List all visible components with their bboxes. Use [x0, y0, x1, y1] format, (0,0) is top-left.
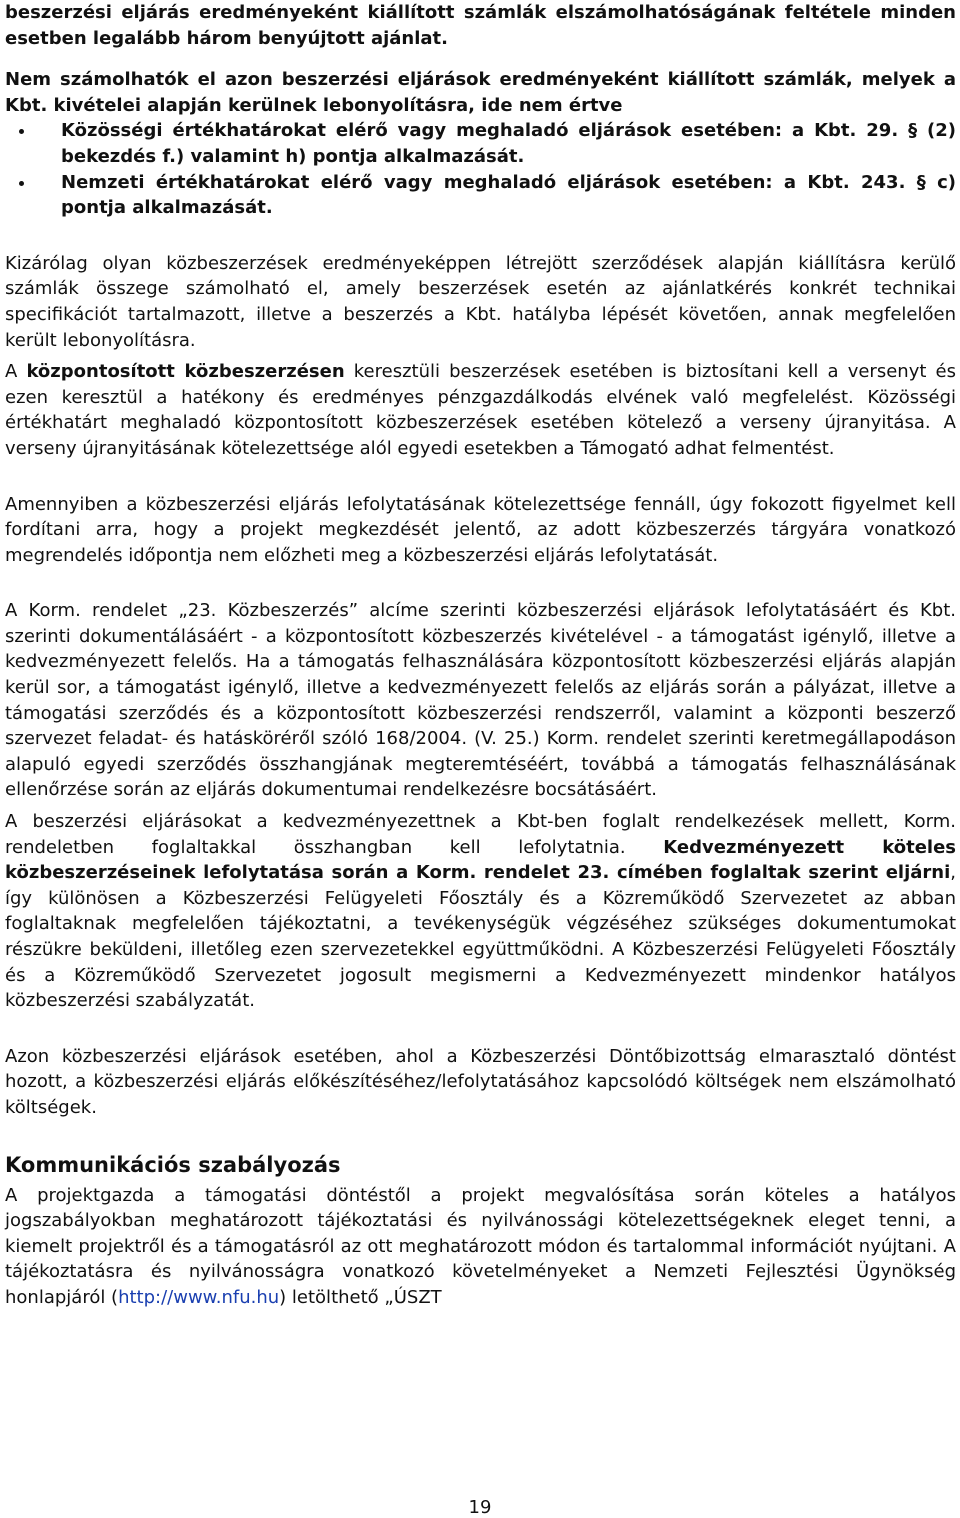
page-number: 19	[468, 1497, 492, 1518]
paragraph-korm-rendelet: A Korm. rendelet „23. Közbeszerzés” alcíme szerinti közbeszerzési eljárások lefolytatásáért és Kbt. szerinti dokumentálásáért - a központosított közbeszerzés kivételével - a támogatást igénylő, illetve a kedvezményezett felelős. Ha a támogatás felhasználására központosított közbeszerzési eljárás alapján kerül sor, a támogatást igénylő, illetve a kedvezményezett felelős az eljárás során a pályázat, illetve a támogatási szerződés és a központosított közbeszerzési rendszerről, valamint a központi beszerző szervezet feladat- és hatásköréről szóló 168/2004. (V. 25.) Korm. rendelet szerinti keretmegállapodáson alapuló egyedi szerződés összhangjának megteremtéséért, továbbá a támogatás felhasználásának ellenőrzése során az eljárás dokumentumai rendelkezésre bocsátásáért.	[5, 600, 956, 801]
paragraph-procurement-condition: beszerzési eljárás eredményeként kiállított számlák elszámolhatóságának feltétele minden esetben legalább három benyújtott ajánlat.	[5, 2, 956, 49]
paragraph-beneficiary-obligations: A beszerzési eljárásokat a kedvezményezettnek a Kbt-ben foglalt rendelkezések mellett, Korm. rendeletben foglaltakkal összhangban kell lefolytatnia. Kedvezményezett köteles közbeszerzéseinek lefolytatása során a Korm. rendelet 23. címében foglaltak szerint eljárni, így különösen a Közbeszerzési Felügyeleti Főosztály és a Közreműködő Szervezetet az abban foglaltaknak megfelelően tájékoztatni, a tevékenységük végzéséhez szükséges dokumentumokat részükre beküldeni, illetőleg ezen szervezetekkel együttműködni. A Közbeszerzési Felügyeleti Főosztály és a Közreműködő Szervezetet jogosult megismerni a Kedvezményezett mindenkor hatályos közbeszerzési szabályzatát.	[5, 811, 956, 1012]
paragraph-centralized-procurement: A központosított közbeszerzésen keresztüli beszerzések esetében is biztosítani kell a versenyt és ezen keresztül a hatékony és eredményes pénzgazdálkodás elvének való megfelelést. Közösségi értékhatárt meghaladó központosított közbeszerzések esetében kötelező a verseny újranyitása. A verseny újranyitásának kötelezettsége alól egyedi esetekben a Támogató adhat felmentést.	[5, 361, 956, 459]
nfu-link[interactable]: http://www.nfu.hu	[118, 1286, 280, 1308]
exception-list	[5, 118, 956, 220]
paragraph-decision-board: Azon közbeszerzési eljárások esetében, ahol a Közbeszerzési Döntőbizottság elmarasztaló döntést hozott, a közbeszerzési eljárás előkészítéséhez/lefolytatásához kapcsolódó költségek nem elszámolható költségek.	[5, 1045, 956, 1118]
paragraph-procurement-obligation: Amennyiben a közbeszerzési eljárás lefolytatásának kötelezettsége fennáll, úgy fokozott figyelmet kell fordítani arra, hogy a projekt megkezdését jelentő, az adott közbeszerzés tárgyára vonatkozó megrendelés időpontja nem előzheti meg a közbeszerzési eljárás lefolytatását.	[5, 493, 956, 566]
bullet-icon	[19, 129, 24, 134]
bullet-icon	[19, 181, 24, 186]
paragraph-non-eligible-invoices: Nem számolhatók el azon beszerzési eljárások eredményeként kiállított számlák, melyek a Kbt. kivételei alapján kerülnek lebonyolításra, ide nem értve	[5, 69, 956, 116]
list-item: Közösségi értékhatárokat elérő vagy meghaladó eljárások esetében: a Kbt. 29. § (2) bekezdés f.) valamint h) pontja alkalmazását.	[5, 118, 956, 169]
document-page	[5, 0, 956, 1311]
list-item: Nemzeti értékhatárokat elérő vagy meghaladó eljárások esetében: a Kbt. 243. § c) pontja alkalmazását.	[5, 170, 956, 221]
paragraph-eligible-contracts: Kizárólag olyan közbeszerzések eredményeképpen létrejött szerződések alapján kiállításra kerülő számlák összege számolható el, amely beszerzések esetén az ajánlatkérés konkrét technikai specifikációt tartalmazott, illetve a beszerzés a Kbt. hatályba lépését követően, annak megfelelően került lebonyolításra.	[5, 252, 956, 351]
section-heading: Kommunikációs szabályozás	[5, 1152, 341, 1177]
paragraph-communication-rules: A projektgazda a támogatási döntéstől a projekt megvalósítása során köteles a hatályos jogszabályokban meghatározott tájékoztatási és nyilvánossági kötelezettségeknek eleget tenni, a kiemelt projektről és a támogatásról az ott meghatározott módon és tartalommal információt nyújtani. A tájékoztatásra és nyilvánosságra vonatkozó követelményeket a Nemzeti Fejlesztési Ügynökség honlapjáról (http://www.nfu.hu) letölthető „ÚSZT	[5, 1184, 956, 1308]
